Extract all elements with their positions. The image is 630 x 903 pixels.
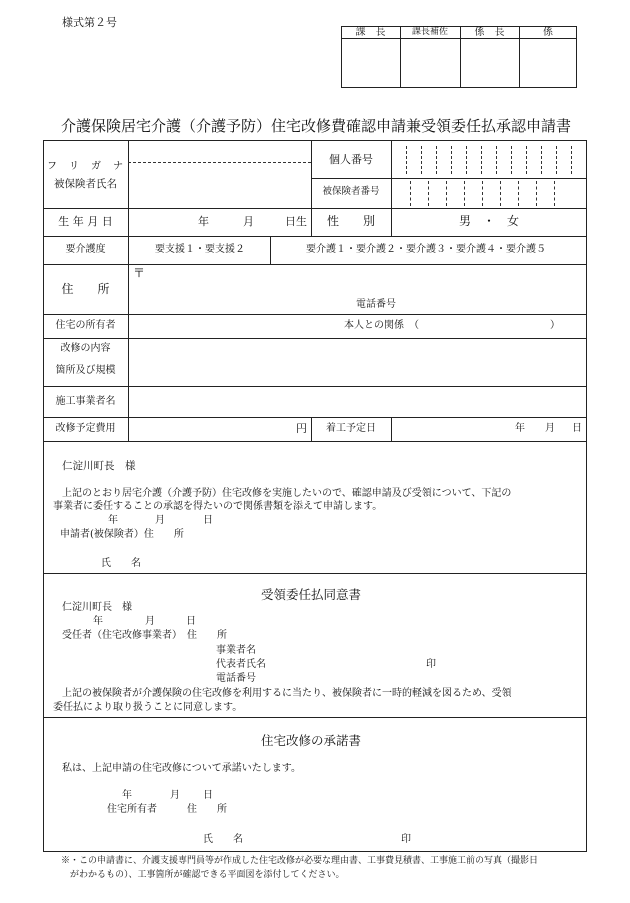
start-month-label: 月 [545, 423, 555, 434]
care-level-label: 要介護度 [65, 244, 106, 255]
consent-body-line1: 上記の被保険者が介護保険の住宅改修を利用するに当たり、被保険者に一時的軽減を図るため、受領 [62, 688, 512, 699]
planned-cost-label: 改修予定費用 [55, 423, 116, 434]
owner-consent-body: 私は、上記申請の住宅改修について承諾いたします。 [62, 763, 301, 774]
application-body-line1: 上記のとおり居宅介護（介護予防）住宅改修を実施したいので、確認申請及び受領について、下記の [62, 488, 512, 499]
address-field[interactable] [148, 268, 578, 296]
care-level-options[interactable]: 要介護１・要介護２・要介護３・要介護４・要介護５ [306, 244, 546, 255]
approval-header-staff: 係 [543, 27, 553, 38]
address-label: 住 所 [61, 282, 110, 296]
sex-options[interactable]: 男 ・ 女 [458, 214, 519, 228]
applicant-name-label: 氏 名 [101, 558, 141, 569]
insured-number-label: 被保険者番号 [322, 186, 380, 197]
personal-number-label: 個人番号 [329, 153, 373, 166]
form-title: 介護保険居宅介護（介護予防）住宅改修費確認申請兼受領委任払承認申請書 [61, 117, 572, 135]
consent-day: 日 [186, 616, 196, 627]
yen-label: 円 [296, 422, 307, 435]
furigana-field[interactable] [130, 146, 310, 160]
sex-label: 性 別 [326, 214, 375, 228]
application-month: 月 [155, 515, 165, 526]
footnote-line2: がわかるもの）、工事箇所が確認できる平面図を添付してください。 [70, 870, 345, 880]
business-name-label: 事業者名 [216, 645, 256, 656]
insured-name-label: 被保険者氏名 [54, 178, 117, 190]
receiver-address-label: 受任者（住宅改修事業者） 住 所 [62, 630, 227, 641]
application-body-line2: 事業者に委任することの承認を得たいので関係書類を添えて申請します。 [53, 501, 383, 512]
insured-name-field[interactable] [130, 166, 310, 204]
applicant-address-label: 申請者(被保険者）住 所 [60, 529, 184, 540]
consent-year: 年 [93, 616, 103, 627]
form-number: 様式第２号 [62, 16, 117, 29]
consent-body-line2: 委任払により取り扱うことに同意します。 [53, 702, 243, 713]
approval-header-deputy: 課長補佐 [411, 27, 448, 37]
owner-name-label: 氏 名 [203, 834, 243, 845]
owner-consent-day: 日 [203, 790, 213, 801]
contractor-label: 施工事業者名 [55, 396, 116, 407]
consent-addressee: 仁淀川町長 様 [62, 602, 132, 613]
footnote-line1: ※・この申請書に、介護支援専門員等が作成した住宅改修が必要な理由書、工事費見積書、工事施工前の写真（撮影日 [61, 856, 539, 866]
start-date-label: 着工予定日 [326, 423, 376, 434]
owner-consent-year: 年 [122, 790, 132, 801]
owner-consent-title: 住宅改修の承諾書 [261, 733, 362, 748]
relation-close: ） [550, 320, 560, 331]
application-year: 年 [108, 515, 118, 526]
postal-mark: 〒 [133, 266, 146, 280]
consent-phone-label: 電話番号 [216, 673, 256, 684]
renovation-content-label: 改修の内容 [60, 343, 111, 354]
approval-header-section-chief: 課 長 [355, 27, 386, 38]
renovation-content-field[interactable] [130, 340, 585, 384]
consent-month: 月 [145, 616, 155, 627]
approval-header-subsection-chief: 係 長 [474, 27, 505, 38]
care-support-options[interactable]: 要支援１・要支援２ [155, 244, 245, 255]
house-owner-label: 住宅の所有者 [55, 320, 116, 331]
consent-seal-label: 印 [426, 659, 436, 670]
start-year-label: 年 [515, 423, 525, 434]
location-scale-label: 箇所及び規模 [55, 365, 116, 376]
application-day: 日 [203, 515, 213, 526]
owner-consent-month: 月 [170, 790, 180, 801]
birth-day-label: 日生 [285, 215, 307, 228]
owner-address-label: 住宅所有者 住 所 [107, 804, 227, 815]
birth-year-label: 年 [198, 215, 209, 228]
consent-title: 受領委任払同意書 [261, 587, 362, 602]
birth-month-label: 月 [243, 215, 254, 228]
representative-label: 代表者氏名 [216, 659, 266, 670]
application-addressee: 仁淀川町長 様 [62, 460, 136, 472]
relation-label: 本人との関係 （ [344, 320, 419, 331]
contractor-field[interactable] [130, 389, 585, 415]
furigana-label: フ リ ガ ナ [47, 161, 124, 172]
phone-label: 電話番号 [356, 299, 396, 310]
owner-seal-label: 印 [401, 834, 411, 845]
start-day-label: 日 [572, 423, 582, 434]
birth-date-label: 生 年 月 日 [58, 215, 113, 228]
